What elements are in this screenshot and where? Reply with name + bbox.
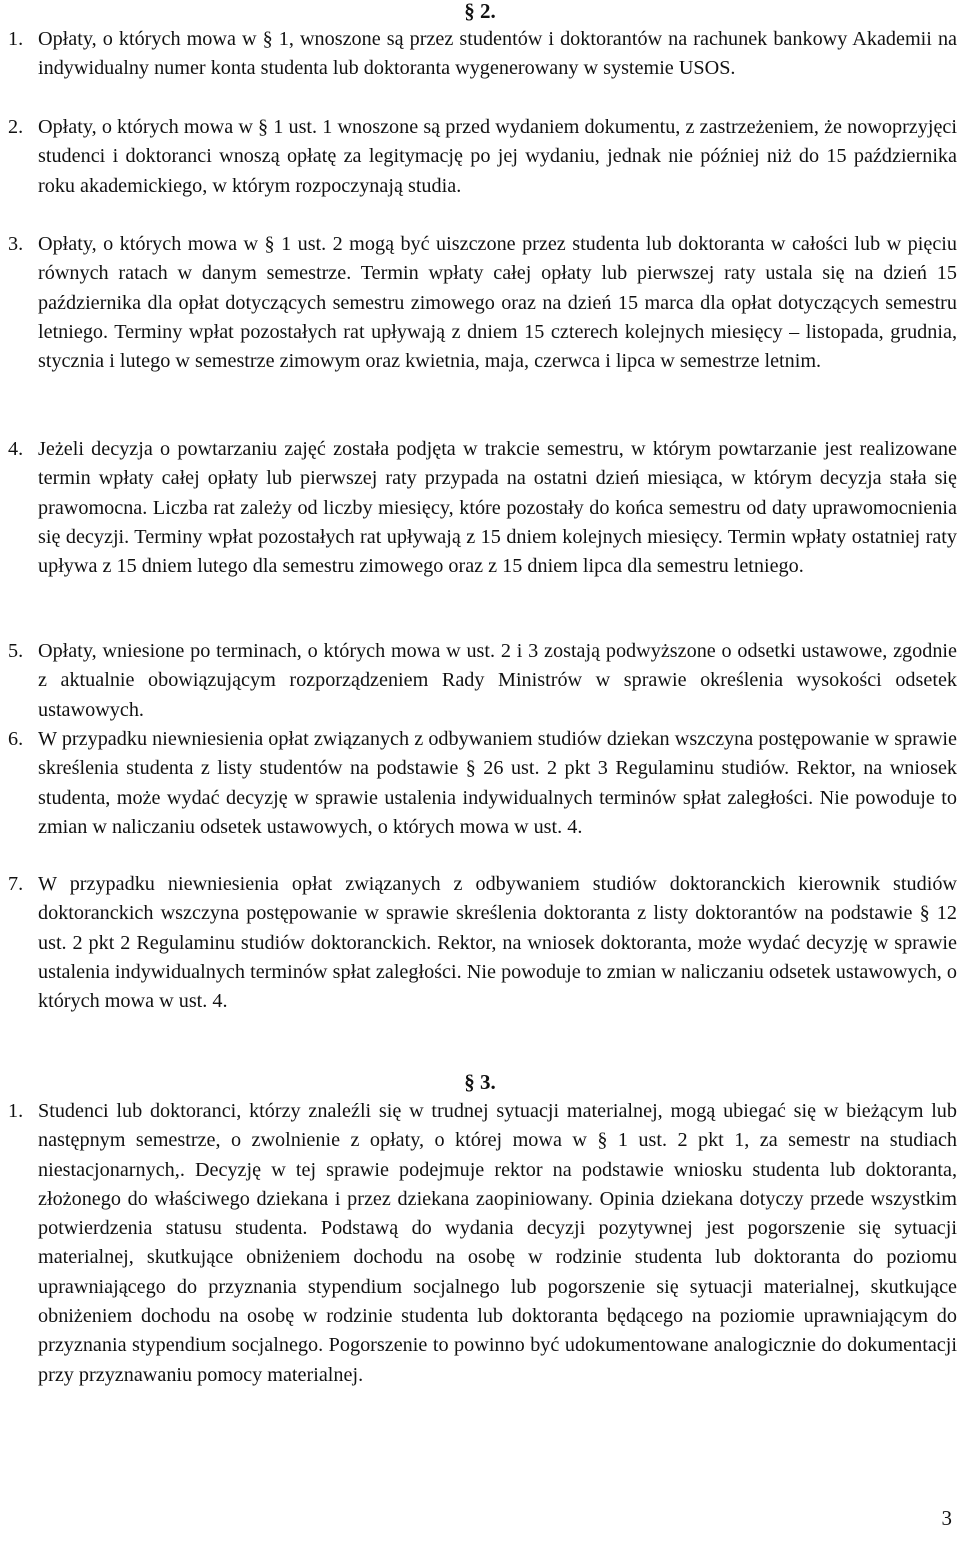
paragraph-text: Opłaty, o których mowa w § 1 ust. 1 wnoszone są przed wydaniem dokumentu, z zastrzeżeniem, że nowoprzyjęci studenci i doktoranci wnoszą opłatę za legitymację po jej wydaniu, jednak nie później niż do 15 października roku akademickiego, w którym rozpoczynają studia.: [38, 116, 957, 197]
paragraph-text: Opłaty, o których mowa w § 1 ust. 2 mogą być uiszczone przez studenta lub doktoranta w całości lub w pięciu równych ratach w danym semestrze. Termin wpłaty całej opłaty lub pierwszej raty ustala się na dzień 15 października dla opłat dotyczących semestru zimowego oraz na dzień 15 marca dla opłat dotyczących semestru letniego. Terminy wpłat pozostałych rat upływają z dniem 15 czterech kolejnych miesięcy – listopada, grudnia, stycznia i lutego w semestrze zimowym oraz kwietnia, maja, czerwca i lipca w semestrze letnim.: [38, 233, 957, 373]
paragraph-2-7: [0, 870, 957, 1016]
paragraph-number: 7.: [8, 873, 24, 895]
paragraph-3-1: [0, 1097, 957, 1390]
paragraph-number: 1.: [8, 28, 24, 50]
paragraph-number: 5.: [8, 640, 24, 662]
section-heading-2: § 2.: [464, 0, 496, 23]
paragraph-number: 3.: [8, 233, 24, 255]
paragraph-text: Opłaty, wniesione po terminach, o których mowa w ust. 2 i 3 zostają podwyższone o odsetki ustawowe, zgodnie z aktualnie obowiązującym rozporządzeniem Rady Ministrów w sprawie określenia wysokości odsetek ustawowych.: [38, 640, 957, 721]
page-number: 3: [941, 1506, 952, 1530]
paragraph-text: W przypadku niewniesienia opłat związanych z odbywaniem studiów doktoranckich kierownik studiów doktoranckich wszczyna postępowanie w sprawie skreślenia doktoranta z listy doktorantów na podstawie § 12 ust. 2 pkt 2 Regulaminu studiów doktoranckich. Rektor, na wniosek doktoranta, może wydać decyzję w sprawie ustalenia indywidualnych terminów spłat zaległości. Nie powoduje to zmian w naliczaniu odsetek ustawowych, o których mowa w ust. 4.: [38, 873, 957, 1013]
paragraph-2-4: [0, 435, 957, 581]
paragraph-number: 6.: [8, 728, 24, 750]
paragraph-text: Opłaty, o których mowa w § 1, wnoszone są przez studentów i doktorantów na rachunek bankowy Akademii na indywidualny numer konta studenta lub doktoranta wygenerowany w systemie USOS.: [38, 28, 957, 80]
paragraph-number: 4.: [8, 438, 24, 460]
paragraph-text: Studenci lub doktoranci, którzy znaleźli się w trudnej sytuacji materialnej, mogą ubiegać się w bieżącym lub następnym semestrze, o zwolnienie z opłaty, o której mowa w § 1 ust. 2 pkt 1, za semestr na studiach niestacjonarnych,. Decyzję w tej sprawie podejmuje rektor na podstawie wniosku studenta lub doktoranta, złożonego do właściwego dziekana i przez dziekana zaopiniowany. Opinia dziekana dotyczy przede wszystkim potwierdzenia statusu studenta. Podstawą do wydania decyzji pozytywnej jest pogorszenie się sytuacji materialnej, skutkujące obniżeniem dochodu na osobę w rodzinie studenta lub doktoranta do poziomu uprawniającego do przyznania stypendium socjalnego lub pogorszenie się sytuacji materialnej, skutkujące obniżeniem dochodu na osobę w rodzinie studenta lub doktoranta będącego na poziomie uprawniającym do przyznania stypendium socjalnego. Pogorszenie to powinno być udokumentowane analogicznie do dokumentacji przy przyznawaniu pomocy materialnej.: [38, 1100, 957, 1386]
paragraph-text: W przypadku niewniesienia opłat związanych z odbywaniem studiów dziekan wszczyna postępowanie w sprawie skreślenia studenta z listy studentów na podstawie § 26 ust. 2 pkt 3 Regulaminu studiów. Rektor, na wniosek studenta, może wydać decyzję w sprawie ustalenia indywidualnych terminów spłat zaległości. Nie powoduje to zmian w naliczaniu odsetek ustawowych, o których mowa w ust. 4.: [38, 728, 957, 838]
paragraph-number: 1.: [8, 1100, 24, 1122]
paragraph-text: Jeżeli decyzja o powtarzaniu zajęć została podjęta w trakcie semestru, w którym powtarzanie jest realizowane termin wpłaty całej opłaty lub pierwszej raty przypada na ostatni dzień miesiąca, w którym decyzja stała się prawomocna. Liczba rat zależy od liczby miesięcy, które pozostały do końca semestru od daty uprawomocnienia się decyzji. Terminy wpłat pozostałych rat upływają z 15 dniem kolejnych miesięcy. Termin wpłaty ostatniej raty upływa z 15 dniem lutego dla semestru zimowego oraz z 15 dniem lipca dla semestru letniego.: [38, 438, 957, 578]
paragraph-2-3: [0, 230, 957, 376]
paragraph-2-6: [0, 725, 957, 842]
paragraph-2-5: [0, 637, 957, 725]
paragraph-2-1: [0, 25, 957, 84]
paragraph-2-2: [0, 113, 957, 201]
section-heading-3: § 3.: [464, 1070, 496, 1094]
paragraph-number: 2.: [8, 116, 24, 138]
